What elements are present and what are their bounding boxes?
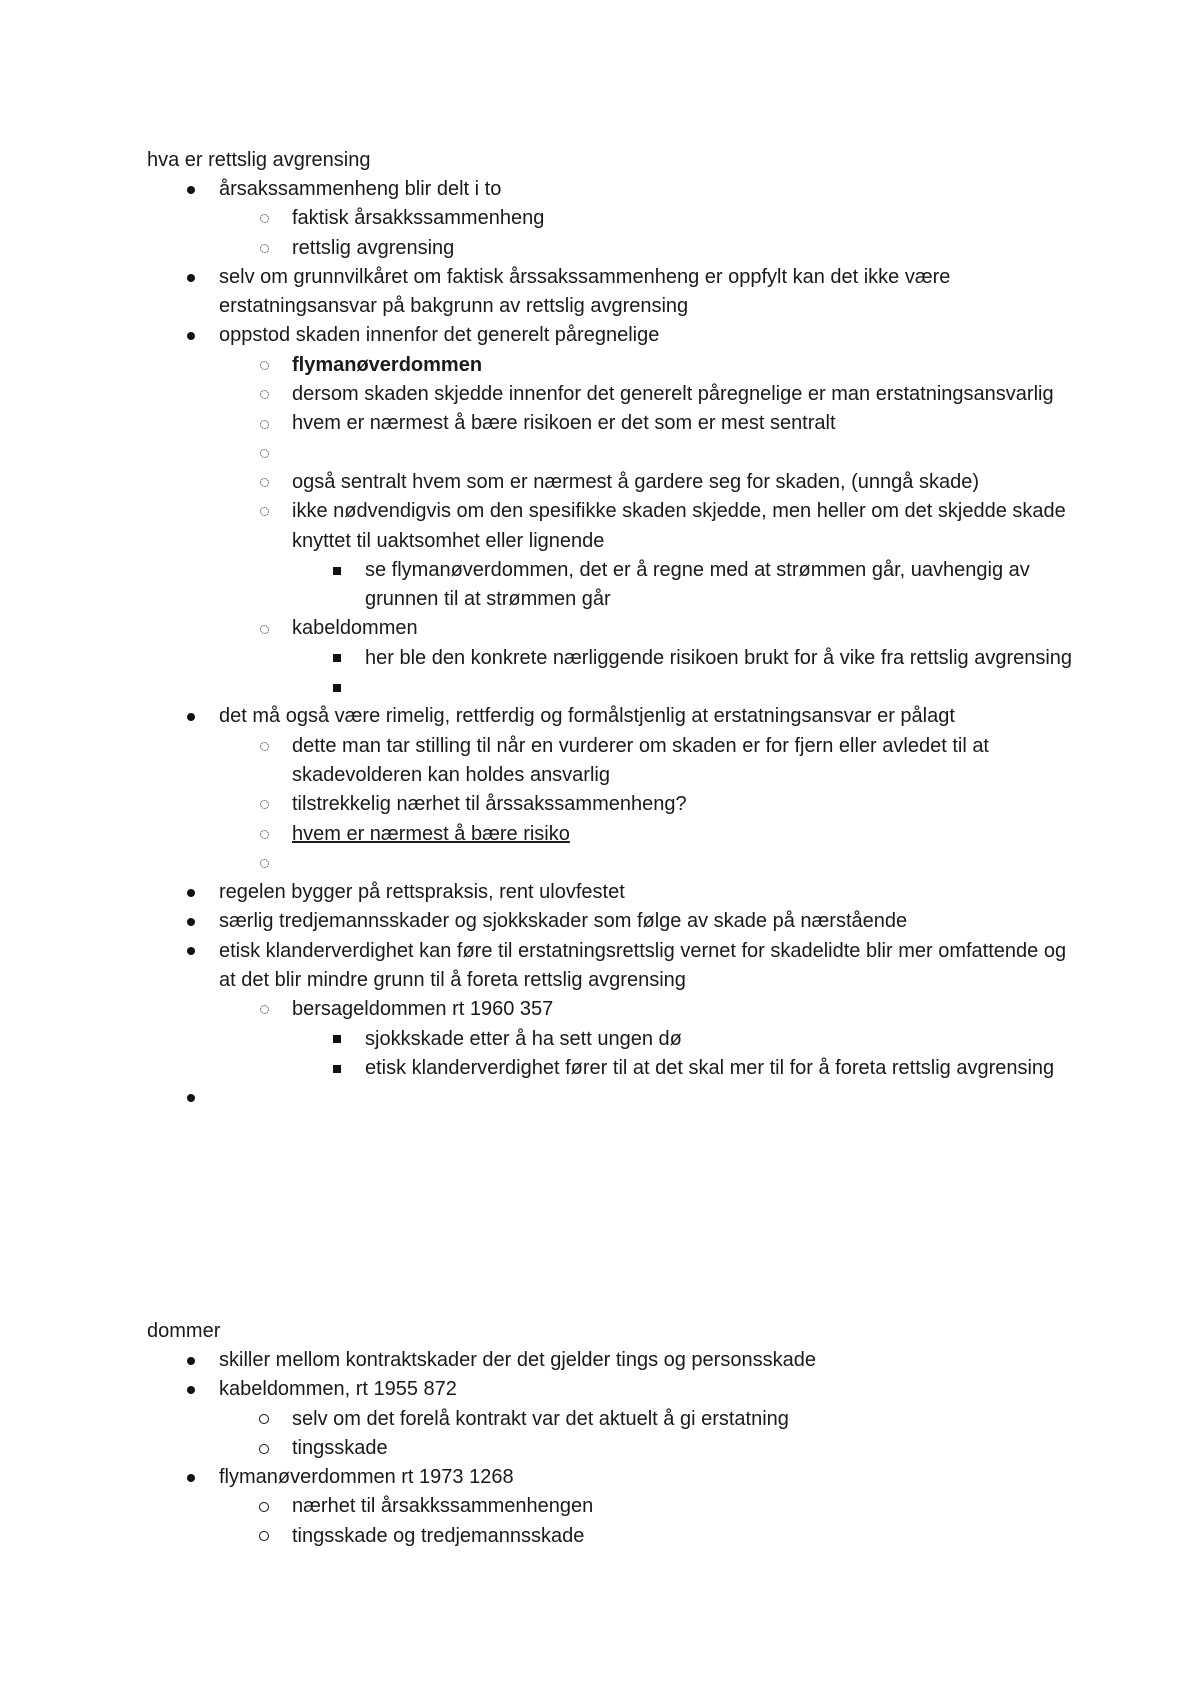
bullet-dot-icon [183,175,199,204]
list-item-text: rettslig avgrensing [292,236,455,259]
bullet-square-icon [329,1025,345,1054]
bullet-dotted-circle-icon [256,351,272,380]
list-item [147,1375,1087,1404]
list-item-text: regelen bygger på rettspraksis, rent ulovfestet [219,881,625,904]
notes-list [147,175,1087,1113]
bullet-dotted-circle-icon [256,995,272,1024]
list-item [147,1492,1087,1521]
list-item-text: etisk klanderverdighet fører til at det skal mer til for å foreta rettslig avgrensing [365,1056,1055,1079]
list-item-text: også sentralt hvem som er nærmest å gardere seg for skaden, (unngå skade) [292,470,980,493]
list-item-text: etisk klanderverdighet kan føre til erstatningsrettslig vernet for skadelidte blir mer omfattende og at det blir mindre grunn til å foreta rettslig avgrensing [219,939,1067,992]
list-item-text: tingsskade og tredjemannsskade [292,1524,585,1547]
list-item-empty [147,849,1087,878]
list-item [147,702,1087,731]
list-item [147,263,1087,322]
list-item-text: selv om grunnvilkåret om faktisk årssakssammenheng er oppfylt kan det ikke være erstatningsansvar på bakgrunn av rettslig avgrensing [219,265,951,318]
section-heading: dommer [147,1320,221,1342]
list-item-text: selv om det forelå kontrakt var det aktuelt å gi erstatning [292,1407,789,1430]
bullet-dot-icon [183,702,199,731]
list-item-text-bold: flymanøverdommen [292,353,483,376]
section-heading: hva er rettslig avgrensing [147,149,371,171]
list-item-empty [147,1083,1087,1112]
list-item-text: det må også være rimelig, rettferdig og formålstjenlig at erstatningsansvar er pålagt [219,705,955,728]
bullet-dot-icon [183,263,199,292]
list-item-text: hvem er nærmest å bære risikoen er det som er mest sentralt [292,412,836,435]
bullet-dot-icon [183,907,199,936]
bullet-dotted-circle-icon [256,849,272,878]
bullet-dotted-circle-icon [256,234,272,263]
list-item [147,468,1087,497]
list-item-text: dersom skaden skjedde innenfor det generelt påregnelige er man erstatningsansvarlig [292,383,1054,406]
bullet-dotted-circle-icon [256,409,272,438]
list-item [147,409,1087,438]
bullet-circle-icon [256,1522,272,1551]
bullet-dot-icon [183,937,199,966]
bullet-square-icon [329,1054,345,1083]
list-item-text: bersageldommen rt 1960 357 [292,998,554,1021]
list-item [147,820,1087,849]
list-item [147,380,1087,409]
list-item-text: oppstod skaden innenfor det generelt påregnelige [219,324,660,347]
list-item-text: kabeldommen, rt 1955 872 [219,1378,457,1401]
bullet-dotted-circle-icon [256,380,272,409]
list-item-text: flymanøverdommen rt 1973 1268 [219,1466,514,1489]
notes-list [147,1346,1087,1551]
bullet-dot-icon [183,321,199,350]
bullet-dotted-circle-icon [256,614,272,643]
list-item-text: ikke nødvendigvis om den spesifikke skaden skjedde, men heller om det skjedde skade knyttet til uaktsomhet eller lignende [292,500,1066,552]
bullet-dot-icon [183,1375,199,1404]
list-item [147,1054,1087,1083]
list-item [147,204,1087,233]
list-item [147,937,1087,996]
list-item [147,1434,1087,1463]
list-item [147,497,1087,556]
list-item [147,614,1087,643]
list-item-text: skiller mellom kontraktskader der det gjelder tings og personsskade [219,1349,816,1371]
list-item [147,1346,1087,1375]
list-item-text: tilstrekkelig nærhet til årssakssammenheng? [292,793,687,816]
bullet-dotted-circle-icon [256,468,272,497]
bullet-circle-icon [256,1405,272,1434]
list-item-text: særlig tredjemannsskader og sjokkskader som følge av skade på nærstående [219,910,908,933]
list-item-empty [147,439,1087,468]
list-item [147,1405,1087,1434]
list-item-text: kabeldommen [292,617,418,640]
bullet-circle-icon [256,1434,272,1463]
list-item [147,878,1087,907]
list-item-empty [147,673,1087,702]
list-item-text: tingsskade [292,1436,388,1459]
bullet-dotted-circle-icon [256,439,272,468]
list-item [147,995,1087,1024]
list-item [147,175,1087,204]
section-rettslig-avgrensing [147,145,1087,1113]
list-item [147,1522,1087,1551]
list-item-text: dette man tar stilling til når en vurderer om skaden er for fjern eller avledet til at skadevolderen kan holdes ansvarlig [292,734,989,786]
list-item-text: se flymanøverdommen, det er å regne med at strømmen går, uavhengig av grunnen til at strømmen går [365,558,1030,611]
bullet-dot-icon [183,1463,199,1492]
list-item-text-underlined: hvem er nærmest å bære risiko [292,822,570,845]
list-item [147,1463,1087,1492]
list-item [147,644,1087,673]
list-item-text: her ble den konkrete nærliggende risikoen brukt for å vike fra rettslig avgrensing [365,646,1073,669]
list-item [147,321,1087,350]
bullet-circle-icon [256,1492,272,1521]
list-item [147,351,1087,380]
list-item [147,907,1087,936]
list-item [147,1025,1087,1054]
bullet-dotted-circle-icon [256,820,272,849]
bullet-dotted-circle-icon [256,790,272,819]
list-item [147,556,1087,615]
bullet-dotted-circle-icon [256,497,272,526]
bullet-square-icon [329,673,345,702]
bullet-square-icon [329,556,345,585]
list-item [147,732,1087,791]
section-dommer [147,1316,1087,1551]
list-item-text: nærhet til årsakkssammenhengen [292,1495,594,1518]
list-item-text: årsakssammenheng blir delt i to [219,178,502,200]
bullet-dot-icon [183,878,199,907]
bullet-dot-icon [183,1346,199,1375]
bullet-dotted-circle-icon [256,204,272,233]
list-item [147,234,1087,263]
list-item [147,790,1087,819]
bullet-dot-icon [183,1083,199,1112]
list-item-text: faktisk årsakkssammenheng [292,207,545,230]
list-item-text: sjokkskade etter å ha sett ungen dø [365,1027,682,1050]
bullet-square-icon [329,644,345,673]
bullet-dotted-circle-icon [256,732,272,761]
